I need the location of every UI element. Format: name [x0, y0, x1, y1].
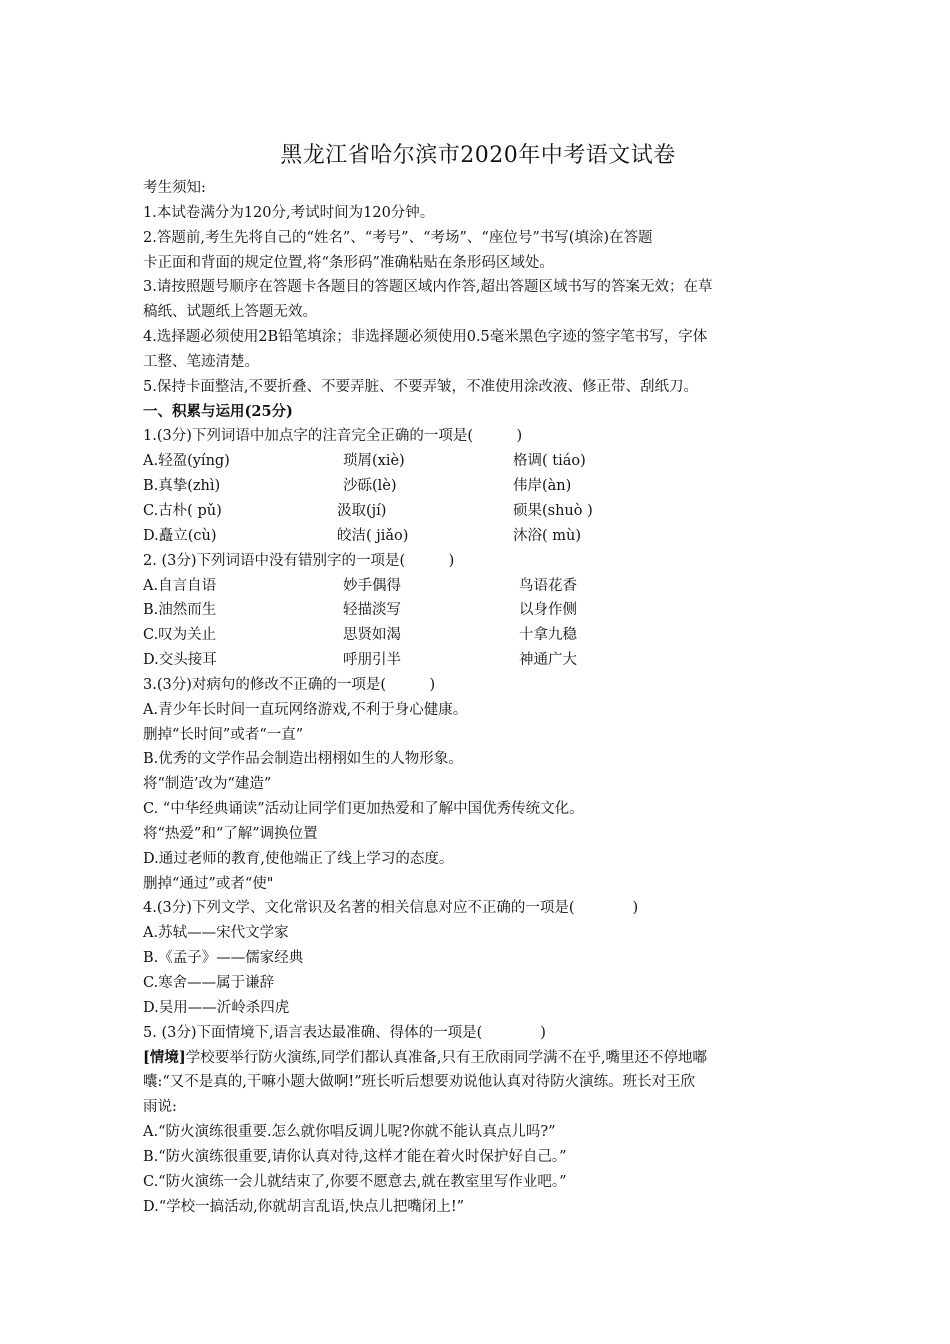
- question-stem: 3.(3分)对病句的修改不正确的一项是( ): [143, 676, 436, 693]
- option-cell: 妙手偶得: [343, 577, 401, 594]
- option-line: A.“防火演练很重要.怎么就你唱反调儿呢?你就不能认真点儿吗?”: [143, 1124, 556, 1141]
- option-row: [143, 524, 813, 549]
- option-cell: B.油然而生: [143, 602, 217, 619]
- option-cell: 呼朋引半: [343, 652, 401, 669]
- option-row: [143, 449, 813, 474]
- option-line: 将“热爱”和“了解”调换位置: [143, 825, 318, 842]
- option-row: [143, 474, 813, 499]
- option-cell: 思贤如渴: [343, 627, 401, 644]
- notice-line: 4.选择题必须使用2B铅笔填涂；非选择题必须使用0.5毫米黑色字迹的签字笔书写，字体: [143, 329, 708, 346]
- notice-line: 1.本试卷满分为120分,考试时间为120分钟。: [143, 204, 435, 221]
- option-row: [143, 574, 813, 599]
- question-stem: 4.(3分)下列文学、文化常识及名著的相关信息对应不正确的一项是( ): [143, 900, 639, 917]
- context-line: [143, 1046, 813, 1071]
- option-cell: 神通广大: [519, 652, 577, 669]
- exam-body: [143, 176, 813, 1219]
- option-row: [143, 598, 813, 623]
- option-line: A.苏轼——宋代文学家: [143, 925, 289, 942]
- option-row: [143, 623, 813, 648]
- option-cell: 轻描淡写: [343, 602, 401, 619]
- notice-line: 卡正面和背面的规定位置,将“条形码”准确粘贴在条形码区域处。: [143, 254, 554, 271]
- notice-line: 工整、笔迹清楚。: [143, 353, 259, 370]
- option-line: B.《孟子》——儒家经典: [143, 950, 304, 967]
- option-line: 删掉“长时间”或者“一直”: [143, 726, 304, 743]
- question-stem: 2. (3分)下列词语中没有错别字的一项是( ): [143, 552, 455, 569]
- notice-heading: 考生须知:: [143, 180, 206, 196]
- option-cell: A.自言自语: [143, 577, 217, 594]
- option-cell: 沙砾(lè): [343, 478, 397, 495]
- notice-line: 2.答题前,考生先将自己的“姓名”、“考号”、“考场”、“座位号”书写(填涂)在答题: [143, 229, 653, 246]
- option-cell: 以身作侧: [519, 602, 577, 619]
- option-line: 删掉“通过”或者“使": [143, 875, 274, 892]
- option-row: [143, 648, 813, 673]
- option-line: D.“学校一搞活动,你就胡言乱语,快点儿把嘴闭上!”: [143, 1198, 465, 1215]
- context-line: 囔:“又不是真的,干嘛小题大做啊!”班长听后想要劝说他认真对待防火演练。班长对王欣: [143, 1074, 696, 1091]
- context-line: 雨说:: [143, 1099, 177, 1116]
- option-cell: D.矗立(cù): [143, 527, 217, 544]
- option-cell: 硕果(shuò ): [513, 502, 593, 519]
- option-line: C.寒舍——属于谦辞: [143, 975, 275, 991]
- option-line: B.优秀的文学作品会制造出栩栩如生的人物形象。: [143, 751, 463, 768]
- option-line: 将“制造’改为“建造”: [143, 776, 272, 793]
- option-line: B.“防火演练很重要,请你认真对待,这样才能在着火时保护好自己。”: [143, 1148, 567, 1165]
- option-line: C. “中华经典诵读”活动让同学们更加热爱和了解中国优秀传统文化。: [143, 801, 584, 818]
- option-cell: 沐浴( mù): [513, 527, 582, 544]
- notice-line: 3.请按照题号顺序在答题卡各题目的答题区域内作答,超出答题区域书写的答案无效；在草: [143, 279, 713, 296]
- option-cell: 汲取(jí): [337, 502, 387, 519]
- option-line: A.青少年长时间一直玩网络游戏,不利于身心健康。: [143, 701, 468, 718]
- option-cell: A.轻盈(yíng): [143, 453, 230, 470]
- option-cell: 十拿九稳: [519, 627, 577, 644]
- option-line: D.吴用——沂岭杀四虎: [143, 999, 290, 1016]
- option-cell: C.古朴( pǔ): [143, 502, 222, 519]
- question-stem: 5. (3分)下面情境下,语言表达最准确、得体的一项是( ): [143, 1024, 546, 1041]
- option-line: D.通过老师的教育,使他端正了线上学习的态度。: [143, 850, 454, 867]
- question-stem: 1.(3分)下列词语中加点字的注音完全正确的一项是( ): [143, 428, 523, 445]
- option-cell: D.交头接耳: [143, 652, 217, 669]
- section-heading: 一、积累与运用(25分): [143, 402, 293, 420]
- context-text: 学校要举行防火演练,同学们都认真准备,只有王欣雨同学满不在乎,嘴里还不停地嘟: [185, 1049, 708, 1066]
- option-cell: 格调( tiáo): [513, 453, 586, 470]
- notice-line: 5.保持卡面整洁,不要折叠、不要弄脏、不要弄皱，不准使用涂改液、修正带、刮纸刀。: [143, 378, 698, 395]
- option-cell: 皎洁( jiǎo): [337, 527, 409, 544]
- option-cell: C.叹为关止: [143, 627, 217, 644]
- option-row: [143, 499, 813, 524]
- page-title: 黑龙江省哈尔滨市2020年中考语文试卷: [280, 143, 676, 168]
- option-cell: B.真挚(zhì): [143, 478, 221, 495]
- option-cell: 鸟语花香: [519, 577, 577, 594]
- option-line: C.“防火演练一会儿就结束了,你要不愿意去,就在教室里写作业吧。”: [143, 1173, 567, 1190]
- context-label: [情境]: [143, 1048, 186, 1066]
- option-cell: 琐屑(xiè): [343, 453, 405, 470]
- notice-line: 稿纸、试题纸上答题无效。: [143, 304, 317, 321]
- option-cell: 伟岸(àn): [513, 478, 572, 495]
